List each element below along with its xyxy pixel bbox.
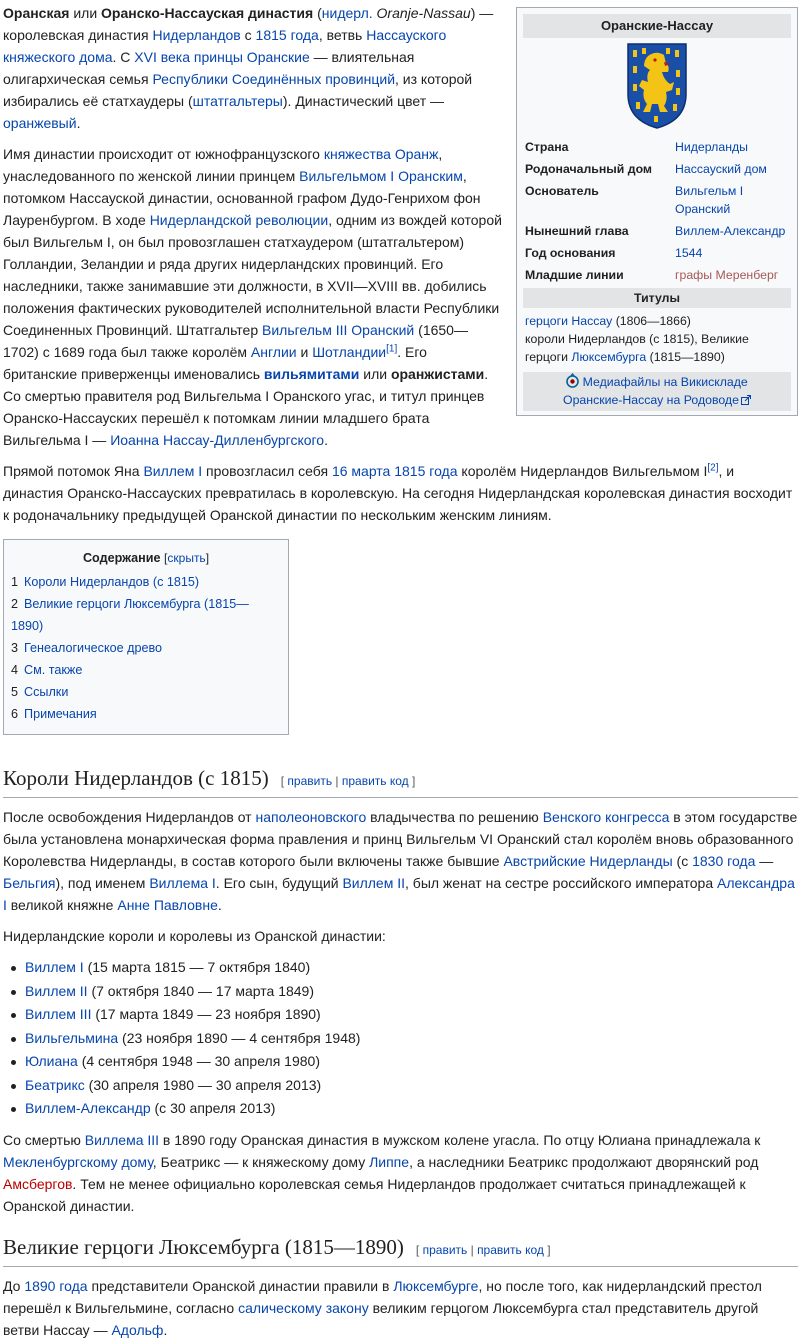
text: и	[296, 344, 313, 360]
text: великой княжне	[6, 897, 118, 913]
bracket: [	[164, 551, 168, 565]
monarch-dates: (7 октября 1840 — 17 марта 1849)	[87, 982, 314, 999]
list-item	[25, 1074, 798, 1098]
infobox	[516, 7, 798, 416]
year-1890-link[interactable]: 1890 года	[24, 1277, 88, 1294]
infobox-label: Основатель	[525, 184, 599, 198]
infobox-row-cadet	[517, 264, 797, 286]
list-item	[25, 1027, 798, 1051]
date-link[interactable]: 16 марта 1815 года	[331, 463, 458, 479]
text: (1650—1702) с 1689 года был также королём	[3, 322, 468, 360]
toc-link[interactable]: Примечания	[24, 707, 97, 721]
text: До	[3, 1277, 25, 1294]
monarch-link[interactable]: Виллем-Александр	[25, 1100, 151, 1116]
toc-link[interactable]: Короли Нидерландов (с 1815)	[24, 575, 200, 589]
toc-item[interactable]	[11, 593, 281, 637]
text: . Его сын, будущий	[215, 875, 343, 891]
text: , из которой избирались её статхаудеры (	[3, 71, 473, 109]
toc-item[interactable]	[11, 681, 281, 703]
bracket: ]	[408, 774, 416, 788]
kings-paragraph-2: Нидерландские короли и королевы из Оранской династии:	[3, 928, 386, 944]
rodovod-link[interactable]: Оранские-Нассау на Родоводе	[563, 393, 739, 407]
text: После освобождения Нидерландов от	[3, 809, 256, 825]
salic-law-link[interactable]: салическому закону	[238, 1299, 369, 1316]
text: , был женат на сестре российского императора	[405, 875, 718, 891]
willem-i-link[interactable]: Виллем I	[143, 463, 203, 479]
year-1815-link[interactable]: 1815 года	[255, 27, 319, 43]
napoleonic-link[interactable]: наполеоновского	[255, 809, 367, 825]
william-iii-link[interactable]: Вильгельм III Оранский	[262, 322, 415, 338]
text: , а наследники Беатрикс продолжают дворянский род	[409, 1153, 759, 1170]
text: .	[217, 897, 222, 913]
head-link[interactable]: Виллем-Александр	[675, 224, 786, 238]
infobox-label: Год основания	[525, 246, 616, 260]
infobox-row-head	[517, 220, 797, 242]
monarch-link[interactable]: Вильгельмина	[25, 1029, 119, 1046]
bracket: [	[280, 774, 288, 788]
reference-1[interactable]: [1]	[386, 343, 398, 355]
willem-ii-link[interactable]: Виллем II	[342, 875, 406, 891]
text: или	[359, 366, 391, 382]
monarch-link[interactable]: Беатрикс	[25, 1076, 85, 1093]
toc-number: 6	[11, 707, 19, 721]
toc-number: 5	[11, 685, 19, 699]
toc-title: Содержание	[82, 551, 161, 565]
text: в 1890 году Оранская династия в мужском колене угасла. По отцу Юлиана принадлежала к	[159, 1131, 761, 1148]
luxembourg-paragraph-1	[3, 1275, 798, 1341]
heading-text: Великие герцоги Люксембурга (1815—1890)	[3, 1234, 404, 1259]
netherlands-link[interactable]: Нидерландов	[152, 27, 241, 43]
infobox-row-founder	[517, 180, 797, 220]
stadtholder-link[interactable]: штатгальтеры	[192, 93, 283, 109]
toc-header	[11, 547, 281, 569]
lippe-link[interactable]: Липпе	[369, 1153, 410, 1170]
text: (1806—1866)	[612, 314, 691, 328]
text: , и династия Оранско-Нассауских превратилась в королевскую. На сегодня Нидерландская королевская династия восходит к родоначальнику предыдущей Оранской династии по нескольким женским линиям.	[3, 463, 793, 523]
infobox-titles	[517, 310, 797, 370]
text: великим герцогом Люксембурга стал представитель другой ветви Нассау —	[3, 1299, 759, 1338]
monarch-link[interactable]: Юлиана	[25, 1053, 78, 1069]
toc-link[interactable]: Ссылки	[24, 685, 69, 699]
toc-hide-button[interactable]: скрыть	[167, 551, 206, 565]
text: . Со смертью правителя род Вильгельма I Оранского угас, и титул принцев Оранско-Нассауских перешёл к потомкам линии младшего брата Вильгельма I —	[3, 366, 489, 448]
edit-button[interactable]: править	[422, 1242, 468, 1257]
separator: |	[332, 774, 342, 788]
text: королём Нидерландов Вильгельмом I	[457, 463, 708, 479]
text: , потомком Нассауской династии, основанной графом Дудо-Генрихом фон Лауренбургом. В ходе	[3, 168, 481, 228]
list-item	[25, 980, 798, 1004]
infobox-titles-header: Титулы	[523, 288, 791, 308]
monarch-dates: (17 марта 1849 — 23 ноября 1890)	[91, 1006, 321, 1022]
bold-term: Оранская	[3, 5, 70, 21]
infobox-value	[671, 264, 797, 286]
year-1830-link[interactable]: 1830 года	[692, 853, 756, 869]
commons-link[interactable]: Медиафайлы на Викискладе	[582, 375, 748, 389]
text: , Беатрикс — к княжескому дому	[152, 1153, 370, 1170]
infobox-value	[671, 242, 797, 264]
text: .	[324, 432, 328, 448]
toc-item[interactable]	[11, 659, 281, 681]
monarchs-list	[3, 956, 798, 1121]
language-link[interactable]: нидерл.	[321, 5, 373, 21]
williamites-link[interactable]: вильямитами	[263, 366, 360, 382]
monarch-dates: (15 марта 1815 — 7 октября 1840)	[83, 959, 311, 975]
edit-source-button[interactable]: править код	[341, 774, 409, 788]
bold-term: Оранско-Нассауская династия	[101, 5, 314, 21]
toc-link[interactable]: Великие герцоги Люксембурга (1815—1890)	[11, 597, 249, 633]
edit-button[interactable]: править	[287, 774, 333, 788]
text: , унаследованного по женской линии принцем	[3, 146, 443, 184]
infobox-footer	[523, 372, 791, 411]
text: , ветвь	[318, 27, 367, 43]
infobox-label: Младшие линии	[525, 268, 624, 282]
edit-section	[416, 1243, 551, 1257]
list-item	[25, 956, 798, 980]
monarch-dates: (с 30 апреля 2013)	[150, 1100, 276, 1116]
monarch-dates: (23 ноября 1890 — 4 сентября 1948)	[118, 1029, 361, 1046]
anna-pavlovna-link[interactable]: Анне Павловне	[117, 897, 218, 913]
coat-of-arms-icon	[626, 42, 688, 130]
kings-paragraph-3	[3, 1129, 798, 1217]
infobox-row-house	[517, 158, 797, 180]
text: —	[755, 853, 774, 869]
text: в этом государстве была установлена монархическая форма правления и принц Вильгельм VI Оранский стал королём вновь образованного Королевства Нидерланды, в состав которого были включены также бывшие	[3, 809, 798, 869]
text: провозгласил себя	[202, 463, 332, 479]
infobox-row-country	[517, 136, 797, 158]
text: .	[76, 115, 81, 131]
text: короли Нидерландов (с 1815), Великие герцоги	[525, 332, 749, 364]
commons-icon	[566, 373, 579, 388]
text: (с	[672, 853, 693, 869]
toc-link[interactable]: См. также	[24, 663, 83, 677]
section-heading-luxembourg	[3, 1233, 798, 1267]
bracket: ]	[205, 551, 210, 565]
intro-paragraph-3	[3, 460, 798, 526]
infobox-table	[517, 136, 797, 286]
text: . Его британские приверженцы именовались	[3, 344, 427, 382]
toc-link[interactable]: Генеалогическое древо	[24, 641, 163, 655]
monarch-dates: (4 сентября 1948 — 30 апреля 1980)	[77, 1053, 320, 1069]
dukes-nassau-link[interactable]: герцоги Нассау	[525, 314, 613, 328]
external-link-icon	[741, 395, 751, 405]
monarch-link[interactable]: Виллем II	[25, 982, 88, 999]
toc-item[interactable]	[11, 571, 281, 593]
toc-number: 4	[11, 663, 19, 677]
infobox-value	[671, 220, 797, 242]
section-heading-kings	[3, 764, 798, 798]
revolution-link[interactable]: Нидерландской революции	[149, 212, 329, 228]
coat-of-arms-image[interactable]	[517, 38, 797, 132]
toc-number: 1	[11, 575, 19, 589]
infobox-title: Оранские-Нассау	[523, 14, 791, 38]
text: , но после того, как нидерландский престол перешёл к Вильгельмине, согласно	[3, 1277, 762, 1316]
luxembourg-link[interactable]: Люксембурга	[571, 350, 647, 364]
reference-2[interactable]: [2]	[707, 462, 719, 474]
native-name: Oranje-Nassau	[376, 5, 471, 21]
johann-link[interactable]: Иоанна Нассау-Дилленбургского	[110, 432, 325, 448]
luxembourg-link[interactable]: Люксембурге	[393, 1277, 479, 1294]
toc-item[interactable]	[11, 637, 281, 659]
text: представители Оранской династии правили в	[87, 1277, 394, 1294]
text: — влиятельная олигархическая семья	[3, 49, 415, 87]
year-link[interactable]: 1544	[675, 246, 703, 260]
monarch-link[interactable]: Виллем III	[25, 1006, 92, 1022]
infobox-row-founded	[517, 242, 797, 264]
orange-link[interactable]: оранжевый	[3, 115, 77, 131]
separator: |	[467, 1242, 478, 1257]
infobox-value	[671, 136, 797, 158]
willem-iii-link[interactable]: Виллема III	[84, 1131, 160, 1148]
toc-list	[11, 571, 281, 725]
list-item	[25, 1003, 798, 1027]
text: (	[313, 5, 322, 21]
founder-link[interactable]: Вильгельм I Оранский	[675, 184, 744, 216]
text: Прямой потомок Яна	[3, 463, 144, 479]
william-i-link[interactable]: Вильгельмом I Оранским	[299, 168, 463, 184]
austrian-netherlands-link[interactable]: Австрийские Нидерланды	[503, 853, 673, 869]
bold-term: оранжистами	[390, 366, 485, 382]
country-link[interactable]: Нидерланды	[675, 140, 749, 154]
toc-number: 3	[11, 641, 19, 655]
willem-i-link[interactable]: Виллема I	[149, 875, 216, 891]
edit-source-button[interactable]: править код	[477, 1242, 544, 1257]
toc-toggle	[164, 551, 209, 565]
text: владычества по решению	[366, 809, 543, 825]
republic-link[interactable]: Республики Соединённых провинций	[152, 71, 396, 87]
text: . С	[112, 49, 135, 65]
principality-link[interactable]: княжества Оранж	[323, 146, 439, 162]
infobox-label: Нынешний глава	[525, 224, 629, 238]
england-link[interactable]: Англии	[250, 344, 297, 360]
text: (1815—1890)	[646, 350, 725, 364]
text: Имя династии происходит от южнофранцузского	[3, 146, 324, 162]
text: ). Династический цвет —	[282, 93, 445, 109]
text: ), под именем	[55, 875, 150, 891]
monarch-dates: (30 апреля 1980 — 30 апреля 2013)	[84, 1076, 322, 1093]
house-link[interactable]: Нассауский дом	[675, 162, 767, 176]
alexander-i-link[interactable]: Александра I	[3, 875, 795, 913]
text: или	[69, 5, 102, 21]
kings-paragraph-1	[3, 806, 798, 916]
toc-item[interactable]	[11, 703, 281, 725]
adolf-link[interactable]: Адольф	[111, 1321, 164, 1338]
amsberg-link[interactable]: Амсбергов	[3, 1175, 73, 1192]
heading-text: Короли Нидерландов (с 1815)	[3, 766, 269, 790]
belgium-link[interactable]: Бельгия	[3, 875, 56, 891]
scotland-link[interactable]: Шотландии	[312, 344, 387, 360]
text: ) — королевская династия	[3, 5, 494, 43]
princes-link[interactable]: XVI века принцы Оранские	[134, 49, 310, 65]
bracket: ]	[543, 1242, 551, 1257]
table-of-contents	[3, 539, 289, 735]
edit-section	[281, 774, 416, 788]
bracket: [	[415, 1242, 423, 1257]
text: с	[240, 27, 256, 43]
text: , одним из вождей которой был Вильгельм I, он был провозглашен статхаудером (штатгальтером) Голландии, Зеландии и ряда других нидерландских провинций. Его наследники, также занимавшие эти должности, в XVII—XVIII вв. добились положения фактических руководителей исполнительной власти Республики Соединенных Провинций. Штатгальтер	[3, 212, 502, 338]
vienna-congress-link[interactable]: Венского конгресса	[542, 809, 670, 825]
cadet-link[interactable]: графы Меренберг	[675, 268, 779, 282]
monarch-link[interactable]: Виллем I	[25, 959, 84, 975]
toc-number: 2	[11, 597, 19, 611]
list-item	[25, 1097, 798, 1121]
infobox-label: Страна	[525, 140, 569, 154]
infobox-value	[671, 158, 797, 180]
text: .	[163, 1321, 168, 1338]
infobox-label: Родоначальный дом	[525, 162, 653, 176]
nassau-house-link[interactable]: Нассауского княжеского дома	[3, 27, 447, 65]
infobox-value	[671, 180, 797, 220]
text: . Тем не менее официально королевская семья Нидерландов продолжает считаться принадлежащей к Оранской династии.	[3, 1175, 746, 1214]
list-item	[25, 1050, 798, 1074]
text: Со смертью	[3, 1131, 85, 1148]
mecklenburg-link[interactable]: Мекленбургскому дому	[3, 1153, 153, 1170]
